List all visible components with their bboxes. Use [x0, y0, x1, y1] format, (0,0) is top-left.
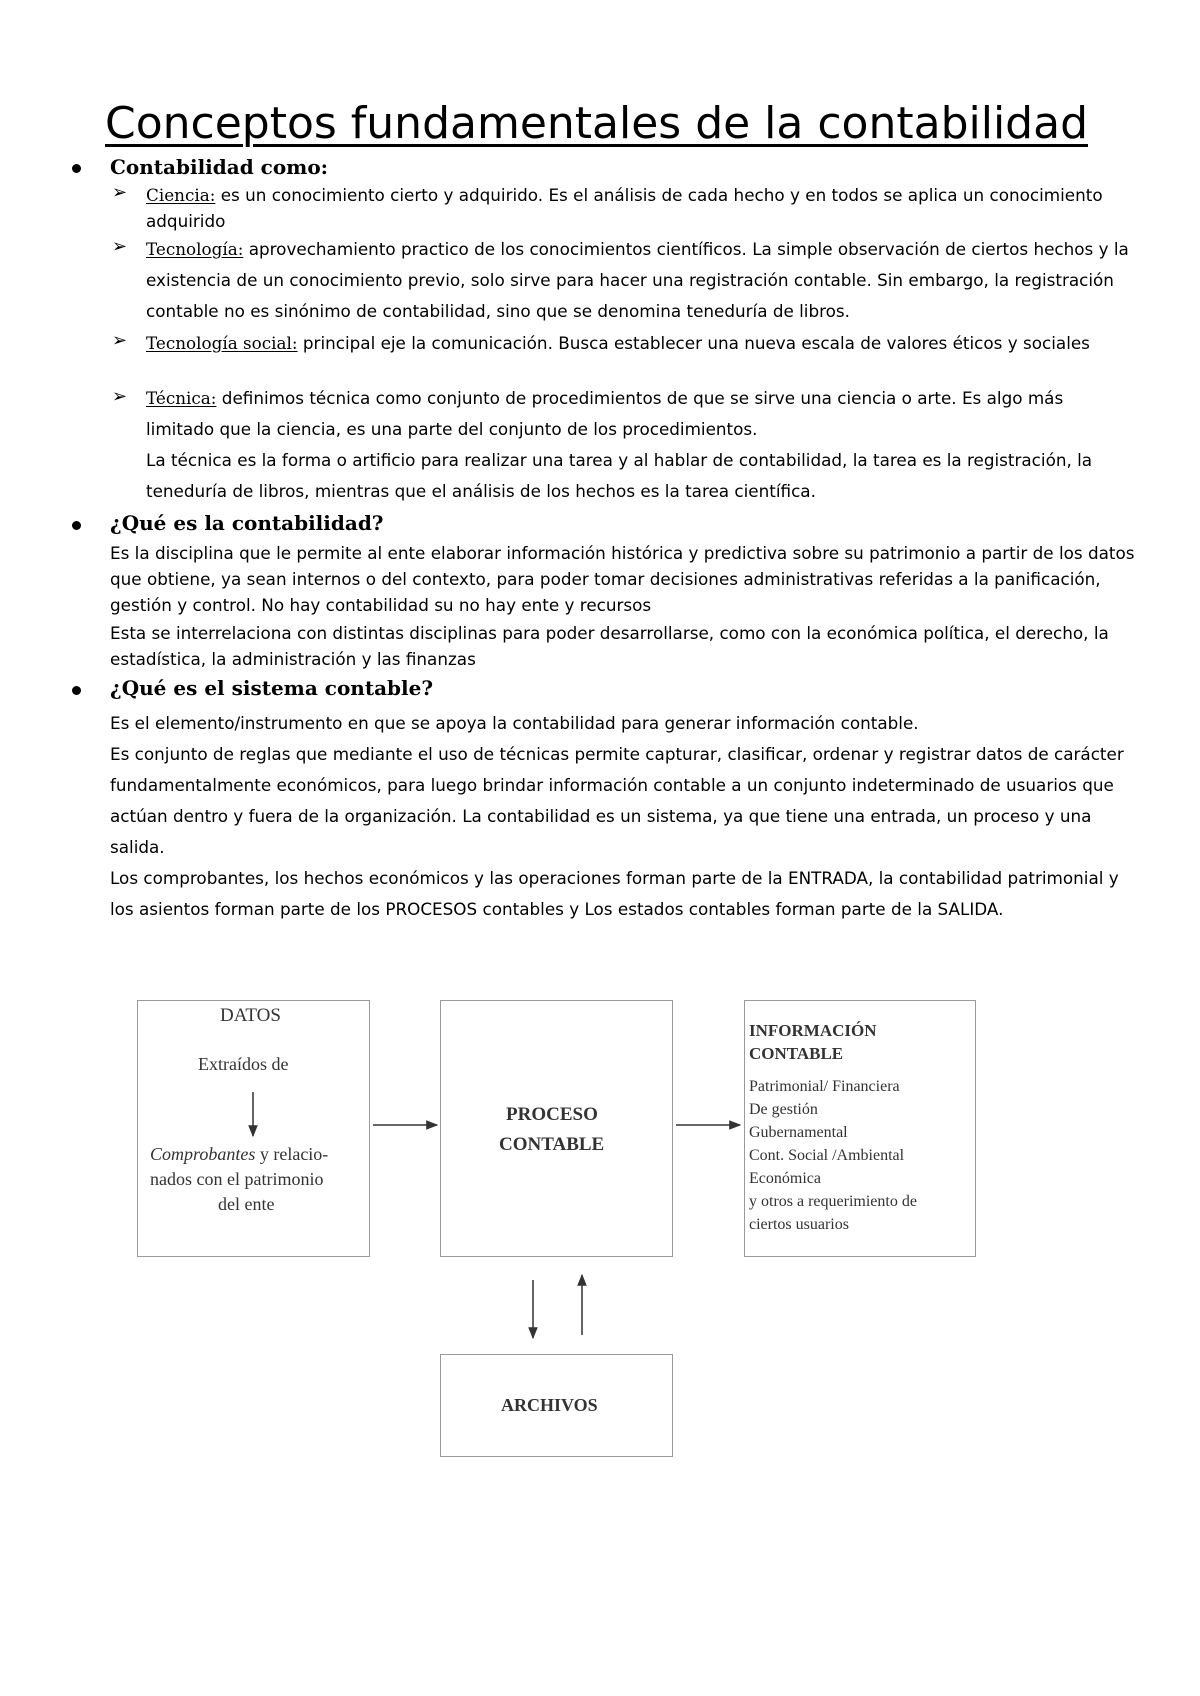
item-tecnologia-social [146, 330, 1126, 356]
datos-title: DATOS [220, 1005, 281, 1026]
info-item-1: Patrimonial/ Financiera [749, 1078, 900, 1095]
info-item-7: ciertos usuarios [749, 1216, 849, 1233]
sistema-contable-p1: Es el elemento/instrumento en que se apoya la contabilidad para generar información contable. [110, 713, 919, 733]
bullet-icon [72, 686, 81, 695]
diagram-box-datos [137, 1000, 370, 1257]
item-tecnologia [146, 234, 1136, 327]
bullet-icon [72, 164, 81, 173]
section-heading-sistema-contable: ¿Qué es el sistema contable? [110, 676, 434, 700]
info-item-4: Cont. Social /Ambiental [749, 1147, 905, 1164]
arrow-bullet-icon: ➢ [112, 182, 128, 203]
item-ciencia-text: es un conocimiento cierto y adquirido. Es el análisis de cada hecho y en todos se aplica un conocimiento adquirido [146, 185, 1103, 231]
archivos-label: ARCHIVOS [501, 1395, 598, 1415]
datos-subtitle: Extraídos de [198, 1054, 289, 1074]
sistema-contable-p3: Los comprobantes, los hechos económicos y las operaciones forman parte de la ENTRADA, la contabilidad patrimonial y los asientos forman parte de los PROCESOS contables y Los estados contables forman parte de la SALIDA. [110, 868, 1119, 919]
page-title: Conceptos fundamentales de la contabilidad [105, 98, 1088, 149]
info-title-1: INFORMACIÓN [749, 1021, 877, 1040]
item-tecnica [146, 383, 1136, 445]
contabilidad-interrelation: Esta se interrelaciona con distintas disciplinas para poder desarrollarse, como con la económica política, el derecho, la estadística, la administración y las finanzas [110, 623, 1109, 669]
datos-line1 [150, 1144, 328, 1165]
section-heading-contabilidad-como: Contabilidad como: [110, 155, 329, 179]
term-tecnologia-social: Tecnología social: [146, 333, 298, 353]
info-item-3: Gubernamental [749, 1124, 848, 1141]
diagram-box-informacion-contable [744, 1000, 976, 1257]
datos-line3: del ente [218, 1194, 275, 1214]
item-tecnica-text: definimos técnica como conjunto de procedimientos de que se sirve una ciencia o arte. Es algo más limitado que la ciencia, es una parte del conjunto de los procedimientos. [146, 388, 1064, 439]
contabilidad-definition: Es la disciplina que le permite al ente elaborar información histórica y predictiva sobre su patrimonio a partir de los datos que obtiene, ya sean internos o del contexto, para poder tomar decisiones administrativas referidas a la panificación, gestión y control. No hay contabilidad su no hay ente y recursos [110, 543, 1135, 615]
proceso-line2: CONTABLE [499, 1134, 605, 1155]
term-ciencia: Ciencia: [146, 185, 216, 205]
section-heading-que-es-contabilidad: ¿Qué es la contabilidad? [110, 511, 384, 535]
info-item-2: De gestión [749, 1101, 818, 1118]
tecnica-extra-paragraph: La técnica es la forma o artificio para realizar una tarea y al hablar de contabilidad, la tarea es la registración, la teneduría de libros, mientras que el análisis de los hechos es la tarea científica. [146, 450, 1093, 501]
bullet-icon [72, 521, 81, 530]
term-tecnica: Técnica: [146, 388, 217, 408]
sistema-contable-p2: Es conjunto de reglas que mediante el uso de técnicas permite capturar, clasificar, ordenar y registrar datos de carácter fundamentalmente económicos, para luego brindar información contable a un conjunto indeterminado de usuarios que actúan dentro y fuera de la organización. La contabilidad es un sistema, ya que tiene una entrada, un proceso y una salida. [110, 744, 1124, 857]
info-item-6: y otros a requerimiento de [749, 1193, 917, 1210]
proceso-line1: PROCESO [506, 1104, 598, 1125]
item-ciencia [146, 182, 1131, 234]
arrow-bullet-icon: ➢ [112, 330, 128, 351]
info-title-2: CONTABLE [749, 1044, 844, 1063]
item-tecnologia-social-text: principal eje la comunicación. Busca establecer una nueva escala de valores éticos y sociales [297, 333, 1090, 353]
arrow-bullet-icon: ➢ [112, 386, 128, 407]
arrow-bullet-icon: ➢ [112, 236, 128, 257]
datos-line1-rest: y relacio- [255, 1144, 329, 1164]
info-item-5: Económica [749, 1170, 821, 1187]
item-tecnologia-text: aprovechamiento practico de los conocimientos científicos. La simple observación de ciertos hechos y la existencia de un conocimiento previo, solo sirve para hacer una registración contable. Sin embargo, la registración contable no es sinónimo de contabilidad, sino que se denomina teneduría de libros. [146, 239, 1129, 321]
term-tecnologia: Tecnología: [146, 239, 244, 259]
datos-comprobantes: Comprobantes [150, 1144, 256, 1164]
diagram-box-proceso-contable [440, 1000, 673, 1257]
datos-line2: nados con el patrimonio [150, 1169, 324, 1189]
diagram-box-archivos [440, 1354, 673, 1457]
